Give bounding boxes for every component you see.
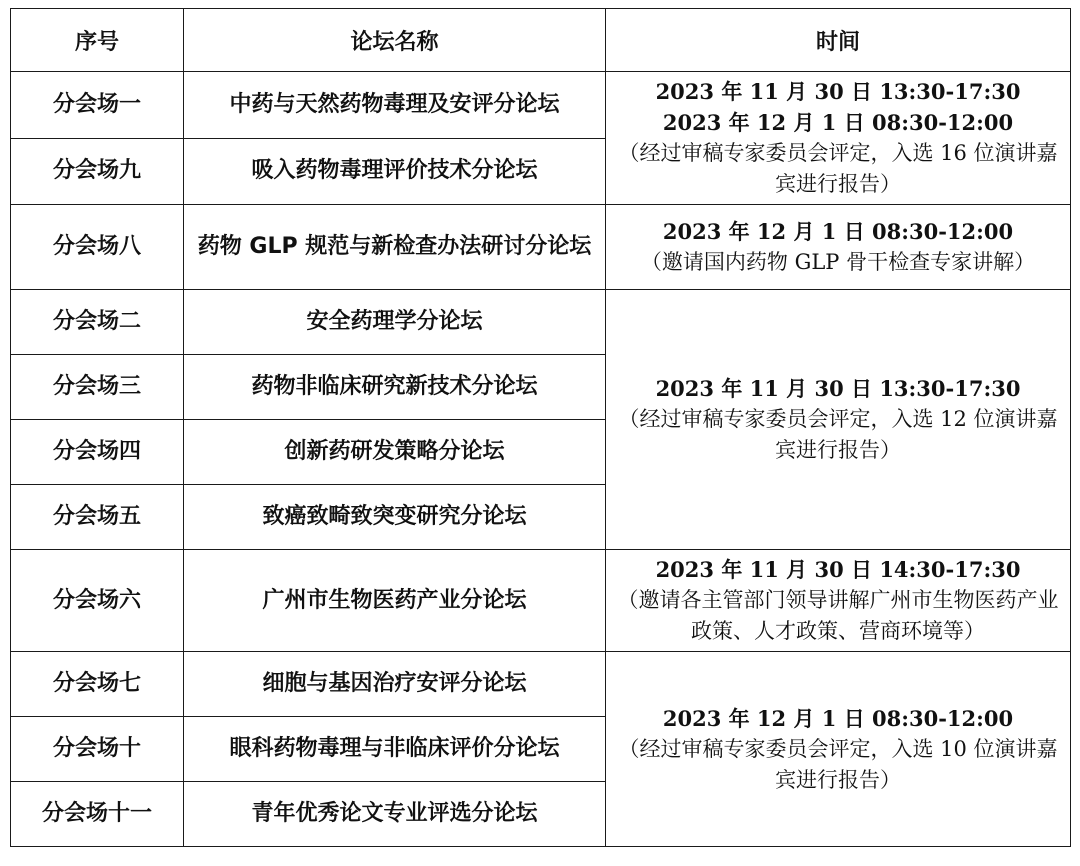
header-seq: 序号 [11, 9, 184, 72]
time-line: 2023 年 11 月 30 日 13:30-17:30 [655, 79, 1021, 104]
forum-schedule-table [10, 8, 1071, 847]
header-forum-name: 论坛名称 [184, 9, 606, 72]
time-line: 2023 年 11 月 30 日 14:30-17:30 [655, 557, 1021, 582]
session-cell: 分会场七 [11, 652, 184, 717]
session-cell: 分会场四 [11, 420, 184, 485]
table-row [11, 290, 1071, 355]
time-note: （经过审稿专家委员会评定，入选 10 位演讲嘉宾进行报告） [618, 736, 1058, 792]
forum-name-cell: 致癌致畸致突变研究分论坛 [184, 485, 606, 550]
forum-name-cell: 吸入药物毒理评价技术分论坛 [184, 138, 606, 205]
time-note: （经过审稿专家委员会评定，入选 12 位演讲嘉宾进行报告） [618, 407, 1058, 462]
session-cell: 分会场九 [11, 138, 184, 205]
time-line: 2023 年 12 月 1 日 08:30-12:00 [662, 705, 1014, 731]
table-row [11, 205, 1071, 290]
time-line: 2023 年 11 月 30 日 13:30-17:30 [655, 376, 1021, 401]
session-cell: 分会场六 [11, 550, 184, 652]
table-header-row [11, 9, 1071, 72]
header-time: 时间 [606, 9, 1071, 72]
time-cell [606, 652, 1071, 847]
time-line: 2023 年 12 月 1 日 08:30-12:00 [662, 110, 1014, 135]
time-note: （邀请各主管部门领导讲解广州市生物医药产业政策、人才政策、营商环境等） [617, 588, 1059, 643]
time-cell [606, 550, 1071, 652]
session-cell: 分会场十一 [11, 782, 184, 847]
table-row [11, 550, 1071, 652]
table-row [11, 652, 1071, 717]
time-cell [606, 290, 1071, 550]
session-cell: 分会场一 [11, 72, 184, 139]
forum-name-cell: 药物 GLP 规范与新检查办法研讨分论坛 [184, 205, 606, 290]
session-cell: 分会场二 [11, 290, 184, 355]
forum-name-cell: 药物非临床研究新技术分论坛 [184, 355, 606, 420]
time-cell [606, 205, 1071, 290]
forum-name-cell: 眼科药物毒理与非临床评价分论坛 [184, 717, 606, 782]
forum-name-cell: 广州市生物医药产业分论坛 [184, 550, 606, 652]
session-cell: 分会场五 [11, 485, 184, 550]
session-cell: 分会场八 [11, 205, 184, 290]
time-cell [606, 72, 1071, 205]
time-note: （邀请国内药物 GLP 骨干检查专家讲解） [640, 250, 1036, 274]
time-line: 2023 年 12 月 1 日 08:30-12:00 [662, 219, 1014, 244]
forum-name-cell: 创新药研发策略分论坛 [184, 420, 606, 485]
time-note: （经过审稿专家委员会评定，入选 16 位演讲嘉宾进行报告） [618, 141, 1058, 196]
forum-name-cell: 细胞与基因治疗安评分论坛 [184, 652, 606, 717]
forum-name-cell: 安全药理学分论坛 [184, 290, 606, 355]
session-cell: 分会场十 [11, 717, 184, 782]
forum-name-cell: 中药与天然药物毒理及安评分论坛 [184, 72, 606, 139]
table-row [11, 72, 1071, 139]
session-cell: 分会场三 [11, 355, 184, 420]
forum-name-cell: 青年优秀论文专业评选分论坛 [184, 782, 606, 847]
